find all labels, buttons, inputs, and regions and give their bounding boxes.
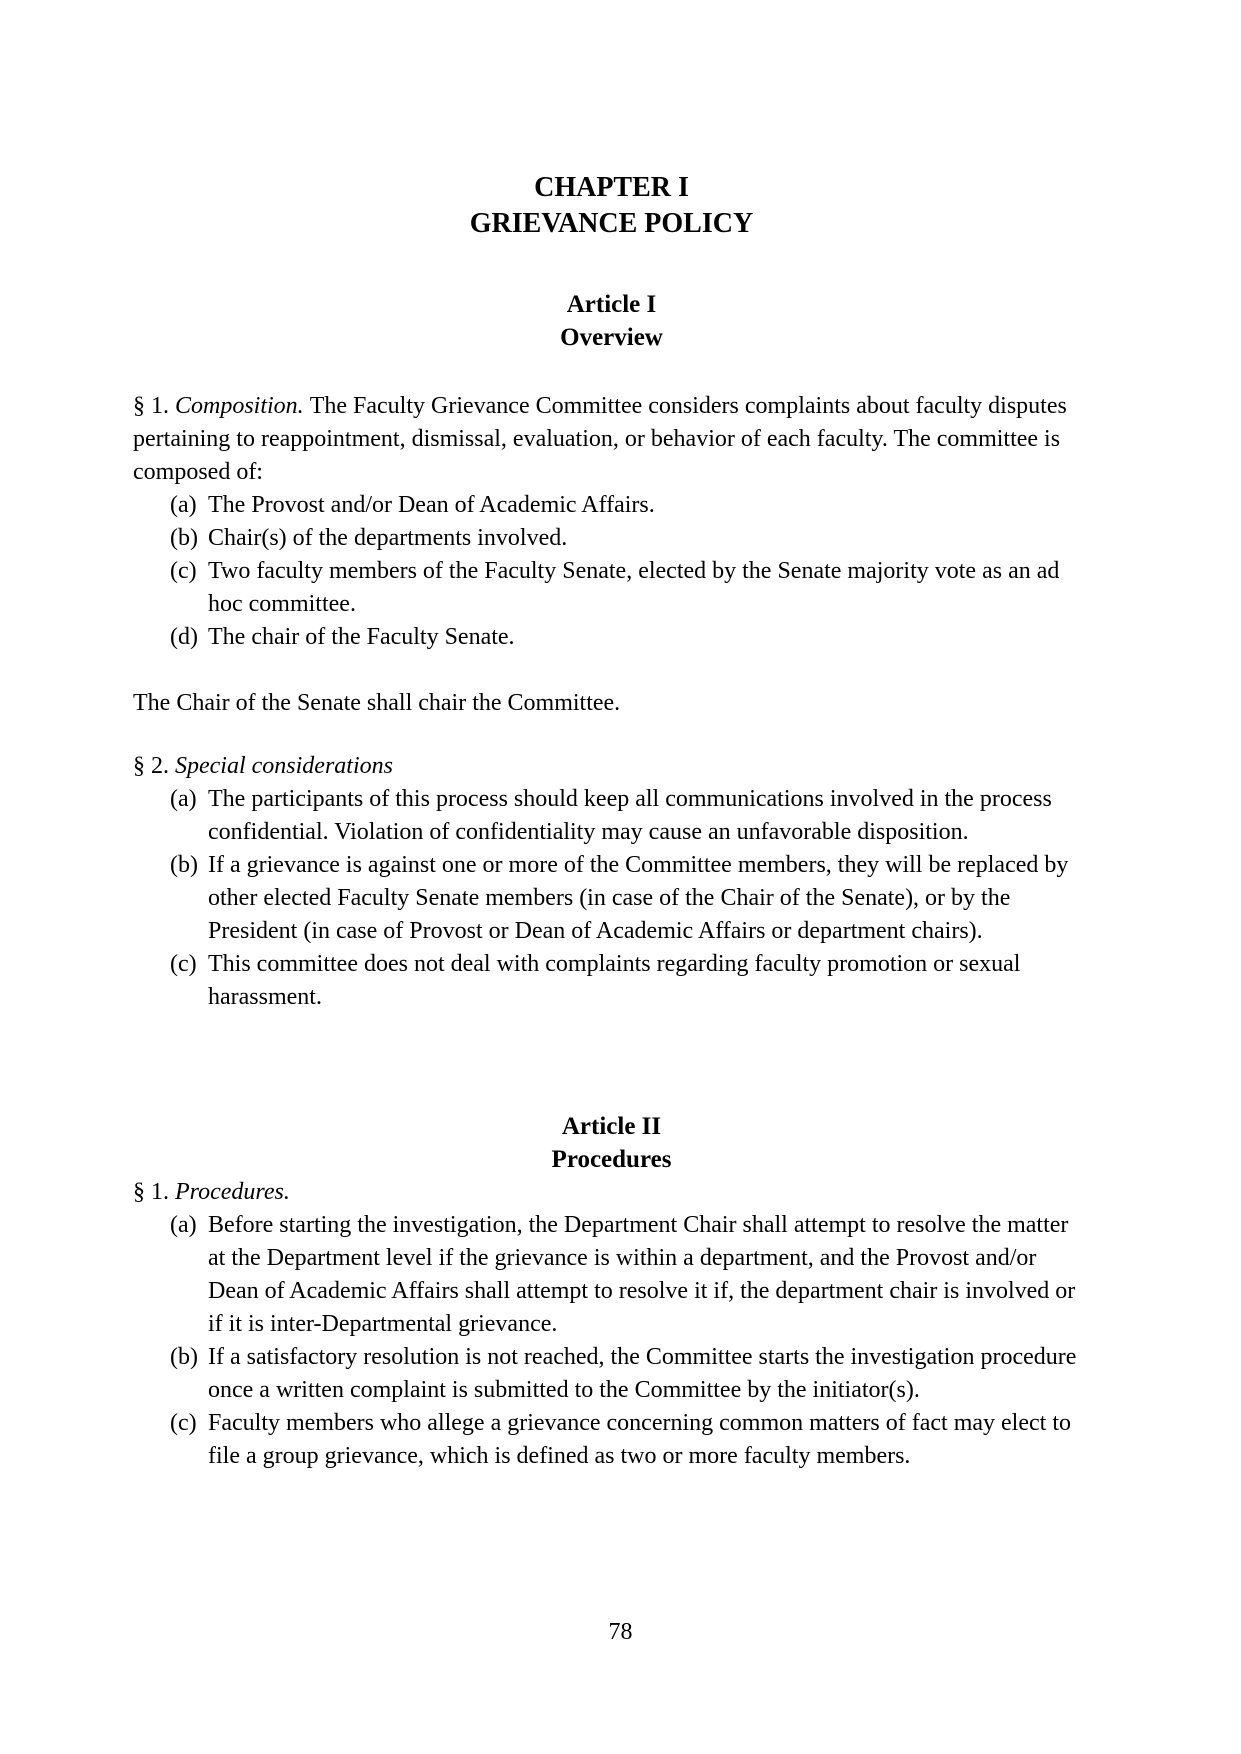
chapter-subtitle: GRIEVANCE POLICY — [469, 208, 754, 239]
page-number: 78 — [608, 1619, 633, 1645]
section-term: Procedures. — [175, 1179, 290, 1205]
list-item — [133, 783, 1090, 849]
item-label: (b) — [170, 1344, 198, 1370]
item-label: (a) — [170, 1212, 197, 1238]
article1-subtitle: Overview — [560, 324, 663, 351]
section-term: Special considerations — [175, 753, 393, 779]
list-item — [133, 1341, 1090, 1407]
section-marker: § 1. — [133, 1179, 175, 1205]
item-label: (a) — [170, 492, 197, 518]
item-label: (a) — [170, 786, 197, 812]
item-text: If a grievance is against one or more of the Committee members, they will be replaced by other elected Faculty Senate members (in case of the Chair of the Senate), or by the President (in case of Provost or Dean of Academic Affairs or department chairs). — [208, 852, 1069, 944]
item-text: The Provost and/or Dean of Academic Affairs. — [208, 492, 655, 518]
section-term: Composition. — [175, 393, 310, 419]
list-item — [133, 489, 1090, 522]
item-text: Two faculty members of the Faculty Senate, elected by the Senate majority vote as an ad hoc committee. — [208, 558, 1060, 617]
list-item — [133, 555, 1090, 621]
item-text: Before starting the investigation, the Department Chair shall attempt to resolve the matter at the Department level if the grievance is within a department, and the Provost and/or Dean of Academic Affairs shall attempt to resolve it if, the department chair is involved or if it is inter-Departmental grievance. — [208, 1212, 1076, 1337]
list-item — [133, 948, 1090, 1014]
article1-header — [133, 288, 1090, 354]
item-text: The chair of the Faculty Senate. — [208, 624, 515, 650]
item-label: (b) — [170, 852, 198, 878]
item-text: This committee does not deal with complaints regarding faculty promotion or sexual harassment. — [208, 951, 1021, 1010]
list-item — [133, 621, 1090, 654]
item-text: Chair(s) of the departments involved. — [208, 525, 568, 551]
list-item — [133, 1209, 1090, 1341]
item-text: Faculty members who allege a grievance concerning common matters of fact may elect to file a group grievance, which is defined as two or more faculty members. — [208, 1410, 1071, 1469]
list-item — [133, 1407, 1090, 1473]
item-text: If a satisfactory resolution is not reached, the Committee starts the investigation procedure once a written complaint is submitted to the Committee by the initiator(s). — [208, 1344, 1077, 1403]
section-text: The Faculty Grievance Committee considers complaints about faculty disputes pertaining to reappointment, dismissal, evaluation, or behavior of each faculty. The committee is composed of: — [133, 393, 1067, 485]
item-label: (c) — [170, 558, 197, 584]
article2-subtitle: Procedures — [551, 1146, 672, 1173]
item-label: (c) — [170, 951, 197, 977]
item-label: (c) — [170, 1410, 197, 1436]
chapter-header — [133, 0, 1090, 242]
article2-title: Article II — [561, 1113, 662, 1140]
article1-section1-paragraph — [133, 390, 1090, 489]
list-item — [133, 522, 1090, 555]
item-text: The participants of this process should keep all communications involved in the process confidential. Violation of confidentiality may cause an unfavorable disposition. — [208, 786, 1052, 845]
chair-paragraph: The Chair of the Senate shall chair the Committee. — [133, 690, 621, 716]
item-label: (b) — [170, 525, 198, 551]
chapter-title: CHAPTER I — [534, 172, 689, 203]
list-item — [133, 849, 1090, 948]
section-marker: § 1. — [133, 393, 175, 419]
document-content — [133, 0, 1090, 1473]
article1-title: Article I — [566, 291, 657, 318]
article2-section1-heading — [133, 1176, 1090, 1209]
article1-section2-heading — [133, 750, 1090, 783]
item-label: (d) — [170, 624, 198, 650]
article2-header — [133, 1110, 1090, 1176]
section-marker: § 2. — [133, 753, 175, 779]
